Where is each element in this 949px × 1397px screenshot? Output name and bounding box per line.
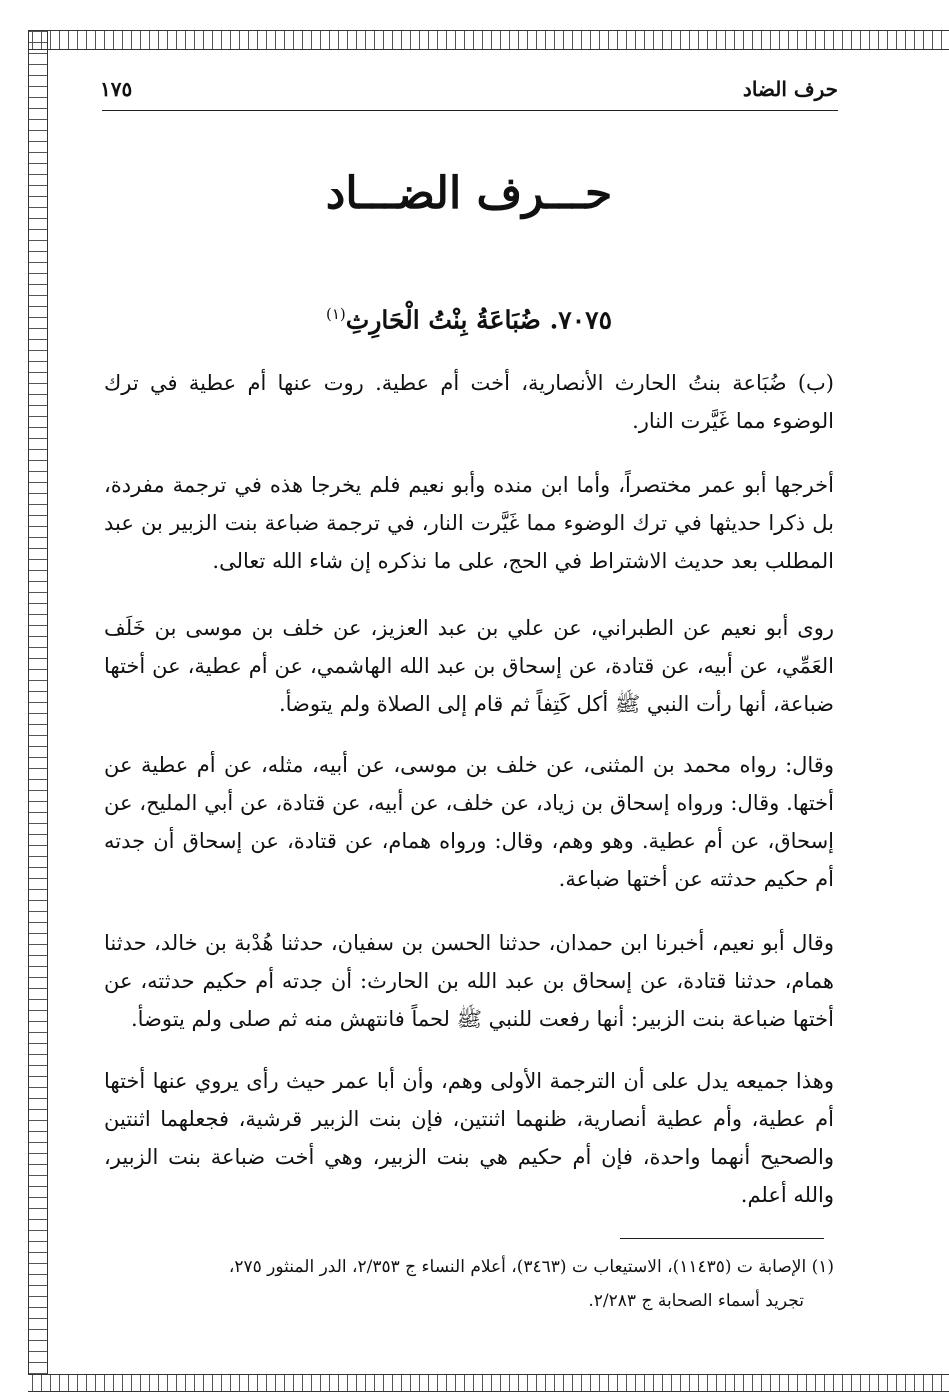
footnote (104, 1250, 834, 1318)
paragraph-1: (ب) ضُبَاعة بنتُ الحارث الأنصارية، أخت أم عطية. روت عنها أم عطية في ترك الوضوء مما غَيَّرت النار. (104, 371, 834, 433)
footnote-marker: (١) (326, 305, 346, 323)
footnote-line-2: تجريد أسماء الصحابة ج ٢/٢٨٣. (588, 1291, 804, 1311)
ornamental-border-bottom (28, 1374, 949, 1392)
ornamental-border-left (28, 30, 48, 1390)
paragraph-4: وقال: رواه محمد بن المثنى، عن خلف بن موسى، عن أبيه، مثله، عن أم عطية عن أختها. وقال: ورواه إسحاق بن زياد، عن خلف، عن أبيه، عن قتادة، عن أبي المليح، عن إسحاق، عن أم عطية. وهو وهم، وقال: ورواه همام، عن قتادة، عن إسحاق أن جدته أم حكيم حدثته عن أختها ضباعة. (104, 753, 834, 891)
footnote-rule (620, 1238, 824, 1239)
paragraph-6: وهذا جميعه يدل على أن الترجمة الأولى وهم، وأن أبا عمر حيث رأى يروي عنها أختها أم عطية، وأم عطية أنصارية، ظنهما اثنتين، فإن بنت الزبير قرشية، فجعلهما اثنتين والصحيح أنهما واحدة، فإن أم حكيم هي بنت الزبير، وهي أخت ضباعة بنت الزبير، والله أعلم. (104, 1069, 834, 1207)
running-header-chapter: حرف الضاد (742, 77, 838, 101)
footnote-line-1: (١) الإصابة ت (١١٤٣٥)، الاستيعاب ت (٣٤٦٣)، أعلام النساء ج ٢/٣٥٣، الدر المنثور ٢٧٥، (228, 1257, 834, 1277)
ornamental-border-top (28, 30, 949, 50)
page-number: ١٧٥ (100, 77, 133, 101)
paragraph-5: وقال أبو نعيم، أخبرنا ابن حمدان، حدثنا الحسن بن سفيان، حدثنا هُدْبة بن خالد، حدثنا همام، حدثنا قتادة، عن إسحاق بن عبد الله بن الحارث: أن جدته أم حكيم حدثته، عن أختها ضباعة بنت الزبير: أنها رفعت للنبي ﷺ لحماً فانتهش منه ثم صلى ولم يتوضأ. (104, 931, 834, 1031)
paragraph-2: أخرجها أبو عمر مختصراً، وأما ابن منده وأبو نعيم فلم يخرجا هذه في ترجمة مفردة، بل ذكرا حديثها في ترك الوضوء مما غَيَّرت النار، في ترجمة ضباعة بنت الزبير بن عبد المطلب بعد حديث الاشتراط في الحج، على ما نذكره إن شاء الله تعالى. (104, 473, 834, 573)
entry-heading (100, 305, 838, 334)
entry-heading-text: ٧٠٧٥. ضُبَاعَةُ بِنْتُ الْحَارِثِ (345, 305, 612, 335)
paragraph-3: روى أبو نعيم عن الطبراني، عن علي بن عبد العزيز، عن خلف بن موسى بن خَلَف العَمِّي، عن أبيه، عن قتادة، عن إسحاق بن عبد الله الهاشمي، عن أم عطية، عن أختها ضباعة، أنها رأت النبي ﷺ أكل كَتِفاً ثم قام إلى الصلاة ولم يتوضأ. (104, 616, 834, 716)
chapter-title: حـــرف الضـــاد (325, 168, 613, 219)
header-rule (102, 110, 838, 111)
running-header (100, 74, 838, 104)
